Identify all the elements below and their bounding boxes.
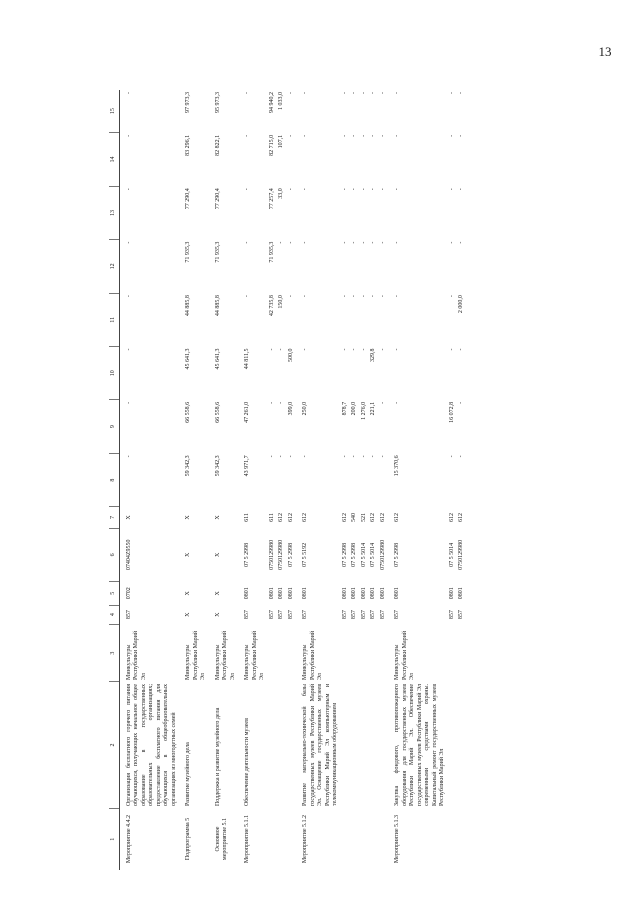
cell-col-2	[360, 682, 370, 808]
cell-col-14: 82 715,0	[268, 134, 275, 156]
cell-col-7: 611	[244, 513, 250, 522]
cell-col-12: -	[394, 241, 400, 244]
table-row	[341, 90, 351, 870]
cell-col-8: -	[287, 455, 294, 458]
cell-col-5: 0801	[302, 587, 308, 600]
cell-col-11: -	[302, 295, 308, 298]
cell-col-1	[448, 808, 458, 870]
cell-col-7: X	[185, 515, 191, 520]
cell-col-2	[379, 682, 389, 808]
table-row	[287, 90, 297, 870]
cell-col-3: Минкультуры Республики Марий Эл	[214, 630, 236, 680]
cell-col-1: Мероприятие 4.4.2	[125, 814, 132, 864]
landscape-page	[109, 90, 529, 870]
cell-col-15: -	[370, 92, 376, 94]
cell-col-10: 45 641,3	[185, 348, 191, 370]
budget-table	[109, 90, 467, 870]
cell-col-9: -	[268, 401, 275, 404]
cell-col-9: 399,0	[287, 401, 294, 416]
cell-col-4: 857	[379, 610, 386, 620]
cell-col-15: -	[351, 92, 357, 94]
cell-col-5: 0801	[268, 587, 275, 600]
table-row	[209, 90, 239, 870]
cell-col-2	[448, 682, 458, 808]
column-number-4: 4	[109, 605, 119, 624]
cell-col-8: 59 342,3	[214, 455, 221, 477]
cell-col-6: 07404Z9550	[125, 539, 132, 571]
cell-col-1	[341, 808, 351, 870]
cell-col-1	[268, 808, 278, 870]
cell-col-1	[287, 808, 297, 870]
cell-col-14: -	[360, 134, 367, 137]
cell-col-10: -	[302, 348, 308, 351]
cell-col-9: -	[278, 401, 284, 404]
cell-col-5: 0801	[448, 587, 455, 600]
cell-col-7: 612	[458, 512, 464, 522]
cell-col-11: -	[448, 295, 455, 298]
cell-col-14: -	[341, 134, 348, 137]
cell-col-7: 612	[302, 512, 308, 522]
cell-col-15: 95 973,3	[214, 92, 221, 113]
cell-col-5: 0801	[287, 587, 294, 600]
cell-col-10: -	[379, 348, 386, 351]
table-row	[350, 90, 360, 870]
cell-col-12: -	[302, 241, 308, 244]
cell-col-1	[350, 808, 360, 870]
cell-col-5: 0801	[379, 587, 386, 600]
cell-col-13: -	[394, 188, 400, 191]
cell-col-4: 857	[268, 610, 275, 620]
cell-col-10: 45 641,3	[214, 348, 221, 370]
cell-col-13: -	[287, 188, 294, 191]
cell-col-11: 2 000,0	[458, 295, 464, 314]
cell-col-1	[277, 808, 287, 870]
table-header	[109, 90, 119, 870]
table-row	[268, 90, 278, 870]
cell-col-9: 16 072,8	[448, 401, 455, 423]
cell-col-8: 59 342,3	[185, 455, 191, 477]
cell-col-12: -	[370, 241, 376, 244]
cell-col-4: 857	[244, 610, 250, 620]
cell-col-1	[369, 808, 379, 870]
cell-col-12: -	[278, 241, 284, 244]
cell-col-12: -	[379, 241, 386, 244]
cell-col-11: -	[125, 295, 132, 298]
table-body	[119, 90, 467, 870]
cell-col-14: -	[287, 134, 294, 137]
cell-col-3	[457, 624, 467, 682]
cell-col-9: 66 558,6	[214, 401, 221, 423]
cell-col-12: -	[351, 241, 357, 244]
cell-col-5: X	[185, 591, 191, 596]
cell-col-8: -	[302, 455, 308, 458]
cell-col-6: 0750129980	[268, 539, 275, 570]
cell-col-1	[360, 808, 370, 870]
column-number-5: 5	[109, 582, 119, 606]
cell-col-12: -	[458, 241, 464, 244]
cell-col-6: 0750129980	[278, 539, 284, 570]
cell-col-3: Минкультуры Республики Марий Эл	[125, 630, 147, 680]
cell-col-13: -	[448, 188, 455, 191]
cell-col-2	[268, 682, 278, 808]
cell-col-15: -	[244, 92, 250, 94]
cell-col-6: 0750129980	[379, 539, 386, 570]
cell-col-14: 83 296,1	[185, 134, 191, 156]
cell-col-13: 77 290,4	[214, 188, 221, 210]
column-number-row	[109, 90, 119, 870]
cell-col-6: 07 5 5014	[370, 542, 376, 567]
cell-col-8: -	[351, 455, 357, 458]
cell-col-7: X	[214, 515, 221, 520]
cell-col-2: Организация бесплатного горячего питания обучающихся, получающих начальное общее образование в государственных образовательных организациях; предоставление бесплатного питания для обучающихся в общеобразовательных организациях из многодетных семей	[125, 683, 177, 807]
cell-col-4: 857	[370, 610, 376, 620]
cell-col-3: Минкультуры Республики Марий Эл	[244, 630, 265, 680]
cell-col-10: -	[360, 348, 367, 351]
cell-col-11: -	[379, 295, 386, 298]
column-number-1: 1	[109, 808, 119, 870]
cell-col-8: 43 971,7	[244, 455, 250, 477]
column-number-9: 9	[109, 400, 119, 453]
cell-col-10: 329,8	[370, 348, 376, 362]
cell-col-3	[360, 624, 370, 682]
cell-col-15: -	[458, 92, 464, 94]
cell-col-5: 0801	[370, 587, 376, 600]
cell-col-13: -	[458, 188, 464, 191]
cell-col-12: -	[448, 241, 455, 244]
cell-col-2: Развитие материально-технической базы государственных музеев Республики Марий Эл. Оснащение государственных музеев Республики Марий Эл компьютерным и телекоммуникационным оборудованием	[302, 683, 338, 807]
cell-col-1	[379, 808, 389, 870]
column-number-12: 12	[109, 240, 119, 293]
cell-col-1: Подпрограмма 5	[185, 817, 191, 861]
cell-col-8: -	[379, 455, 386, 458]
cell-col-3: Минкультуры Республики Марий Эл	[394, 630, 415, 680]
cell-col-6: 07 5 5014	[360, 542, 367, 567]
cell-col-13: -	[379, 188, 386, 191]
cell-col-14: -	[394, 134, 400, 137]
cell-col-3: Минкультуры Республики Марий Эл	[302, 630, 323, 680]
cell-col-4: 857	[351, 610, 357, 620]
cell-col-7: 612	[394, 512, 400, 522]
table-row	[448, 90, 458, 870]
cell-col-6: 07 5 2998	[341, 542, 348, 567]
cell-col-12: -	[341, 241, 348, 244]
cell-col-4: 857	[278, 610, 284, 620]
cell-col-11: 150,0	[278, 295, 284, 309]
cell-col-3	[277, 624, 287, 682]
cell-col-7: 612	[379, 512, 386, 522]
cell-col-15: -	[379, 92, 386, 94]
cell-col-13: -	[370, 188, 376, 191]
cell-col-3	[350, 624, 360, 682]
cell-col-9: -	[458, 401, 464, 404]
cell-col-14: -	[379, 134, 386, 137]
cell-col-8: -	[341, 455, 348, 458]
cell-col-8: 15 370,6	[394, 455, 400, 477]
page-number: 13	[598, 44, 612, 59]
cell-col-9: -	[379, 401, 386, 404]
cell-col-13: -	[125, 188, 132, 191]
cell-col-15: -	[287, 92, 294, 94]
cell-col-13: 77 290,4	[185, 188, 191, 210]
cell-col-14: -	[458, 134, 464, 137]
cell-col-13: -	[341, 188, 348, 191]
cell-col-5: 0801	[394, 587, 400, 600]
cell-col-4: 857	[448, 610, 455, 620]
cell-col-15: -	[448, 92, 455, 94]
cell-col-14: -	[448, 134, 455, 137]
cell-col-8: -	[125, 455, 132, 458]
cell-col-6: 07 5 2998	[351, 542, 357, 567]
cell-col-2	[341, 682, 351, 808]
cell-col-10: 500,0	[287, 348, 294, 362]
cell-col-14: -	[302, 134, 308, 137]
table-row	[379, 90, 389, 870]
cell-col-13: -	[360, 188, 367, 191]
cell-col-13: -	[351, 188, 357, 191]
column-number-8: 8	[109, 453, 119, 506]
cell-col-8: -	[448, 455, 455, 458]
cell-col-10: -	[351, 348, 357, 351]
cell-col-4: X	[185, 612, 191, 617]
cell-col-6: 07 5 5014	[448, 542, 455, 567]
cell-col-15: -	[360, 92, 367, 94]
column-number-2: 2	[109, 682, 119, 808]
cell-col-10: -	[268, 348, 275, 351]
cell-col-10: -	[458, 348, 464, 351]
cell-col-2: Поддержка и развитие музейного дела	[214, 707, 221, 807]
cell-col-15: -	[394, 92, 400, 94]
cell-col-5: X	[214, 591, 221, 596]
column-number-7: 7	[109, 507, 119, 528]
cell-col-2	[350, 682, 360, 808]
cell-col-7: 612	[448, 512, 455, 522]
cell-col-15: -	[341, 92, 348, 94]
cell-col-14: -	[370, 134, 376, 137]
cell-col-8: -	[278, 455, 284, 458]
cell-col-13: -	[302, 188, 308, 191]
cell-col-9: 66 558,6	[185, 401, 191, 423]
cell-col-11: 44 885,8	[214, 295, 221, 317]
cell-col-2	[287, 682, 297, 808]
column-number-15: 15	[109, 90, 119, 133]
cell-col-13: -	[244, 188, 250, 191]
cell-col-9: 47 261,0	[244, 401, 250, 423]
cell-col-9: 878,7	[341, 401, 348, 416]
cell-col-3	[369, 624, 379, 682]
column-number-10: 10	[109, 347, 119, 400]
cell-col-10: -	[278, 348, 284, 351]
cell-col-5: 0801	[244, 587, 250, 600]
cell-col-14: -	[125, 134, 132, 137]
cell-col-7: 612	[370, 512, 376, 522]
cell-col-10: -	[394, 348, 400, 351]
cell-col-11: 42 735,8	[268, 295, 275, 317]
cell-col-4: 857	[287, 610, 294, 620]
cell-col-15: 94 940,2	[268, 92, 275, 113]
cell-col-11: -	[341, 295, 348, 298]
cell-col-4: 857	[360, 610, 367, 620]
cell-col-7: 612	[341, 512, 348, 522]
cell-col-6: 0750129980	[458, 539, 464, 570]
column-number-14: 14	[109, 133, 119, 186]
cell-col-12: 71 935,3	[185, 241, 191, 263]
table-row	[238, 90, 268, 870]
cell-col-7: 521	[360, 512, 367, 522]
cell-col-5: 0702	[125, 587, 132, 600]
cell-col-4: 857	[341, 610, 348, 620]
cell-col-1: Мероприятие 5.1.2	[302, 814, 308, 864]
cell-col-6: X	[185, 552, 191, 558]
cell-col-7: 611	[268, 513, 275, 522]
table-row	[360, 90, 370, 870]
cell-col-2: Развитие музейного дела	[185, 742, 191, 807]
table-row	[457, 90, 467, 870]
cell-col-3	[341, 624, 351, 682]
cell-col-11: -	[370, 295, 376, 298]
table-row	[119, 90, 179, 870]
cell-col-9: 250,0	[302, 401, 308, 416]
cell-col-3	[268, 624, 278, 682]
cell-col-14: -	[351, 134, 357, 137]
column-number-13: 13	[109, 186, 119, 239]
cell-col-9: 1 276,0	[360, 401, 367, 420]
cell-col-13: 77 257,4	[268, 188, 275, 210]
cell-col-13: 33,0	[278, 188, 284, 199]
cell-col-11: -	[351, 295, 357, 298]
cell-col-7: 540	[351, 512, 357, 522]
rotated-table-container	[109, 90, 529, 870]
table-row	[179, 90, 209, 870]
cell-col-12: 71 935,3	[268, 241, 275, 263]
cell-col-1: Основное мероприятие 5.1	[214, 817, 228, 861]
cell-col-1	[457, 808, 467, 870]
cell-col-4: 857	[458, 610, 464, 620]
cell-col-3	[448, 624, 458, 682]
table-row	[388, 90, 448, 870]
cell-col-11: -	[244, 295, 250, 298]
cell-col-4: 857	[302, 610, 308, 620]
cell-col-9: -	[125, 401, 132, 404]
cell-col-2	[277, 682, 287, 808]
cell-col-5: 0801	[351, 587, 357, 600]
cell-col-10: 44 811,5	[244, 348, 250, 370]
table-row	[296, 90, 341, 870]
cell-col-11: 44 885,8	[185, 295, 191, 317]
cell-col-9: -	[394, 401, 400, 404]
table-row	[277, 90, 287, 870]
cell-col-7: X	[125, 515, 132, 520]
cell-col-15: 1 033,0	[278, 92, 284, 110]
cell-col-6: 07 5 5192	[302, 542, 308, 567]
cell-col-12: 71 935,3	[214, 241, 221, 263]
cell-col-4: 857	[394, 610, 400, 620]
table-row	[369, 90, 379, 870]
cell-col-7: 612	[278, 512, 284, 522]
cell-col-8: -	[268, 455, 275, 458]
cell-col-2: Закупка фондового, противопожарного оборудования для государственных музеев Республики Марий Эл. Обеспечение государственных музеев Республики Марий Эл современными средствами охраны. Капитальный ремонт государственных музеев Республики Марий Эл	[394, 683, 445, 807]
cell-col-5: 0801	[341, 587, 348, 600]
cell-col-6: 07 5 2998	[394, 542, 400, 567]
cell-col-15: -	[302, 92, 308, 94]
cell-col-8: -	[458, 455, 464, 458]
cell-col-9: 221,1	[370, 401, 376, 416]
cell-col-11: -	[394, 295, 400, 298]
cell-col-4: X	[214, 612, 221, 617]
cell-col-9: 200,0	[351, 401, 357, 416]
cell-col-5: 0801	[360, 587, 367, 600]
cell-col-12: -	[360, 241, 367, 244]
cell-col-2	[457, 682, 467, 808]
cell-col-14: 82 822,1	[214, 134, 221, 156]
cell-col-1: Мероприятие 5.1.3	[394, 814, 400, 864]
cell-col-10: -	[341, 348, 348, 351]
cell-col-15: 97 973,3	[185, 92, 191, 113]
cell-col-11: -	[287, 295, 294, 298]
cell-col-8: -	[370, 455, 376, 458]
cell-col-15: -	[125, 92, 132, 94]
cell-col-14: -	[244, 134, 250, 137]
cell-col-2	[369, 682, 379, 808]
cell-col-6: 07 5 2998	[287, 542, 294, 567]
cell-col-5: 0801	[278, 587, 284, 600]
cell-col-12: -	[287, 241, 294, 244]
cell-col-12: -	[244, 241, 250, 244]
cell-col-10: -	[448, 348, 455, 351]
cell-col-3	[379, 624, 389, 682]
cell-col-8: -	[360, 455, 367, 458]
cell-col-4: 857	[125, 610, 132, 620]
cell-col-11: -	[360, 295, 367, 298]
column-number-6: 6	[109, 528, 119, 581]
cell-col-12: -	[125, 241, 132, 244]
cell-col-1: Мероприятие 5.1.1	[244, 814, 250, 864]
cell-col-10: -	[125, 348, 132, 351]
column-number-11: 11	[109, 293, 119, 346]
cell-col-7: 612	[287, 512, 294, 522]
cell-col-3	[287, 624, 297, 682]
cell-col-3: Минкультуры Республики Марий Эл	[185, 630, 206, 680]
cell-col-6: 07 5 2998	[244, 542, 250, 567]
cell-col-2: Обеспечение деятельности музеев	[244, 718, 250, 807]
cell-col-14: 107,1	[278, 134, 284, 149]
cell-col-5: 0801	[458, 587, 464, 600]
column-number-3: 3	[109, 624, 119, 682]
cell-col-6: X	[214, 552, 221, 558]
